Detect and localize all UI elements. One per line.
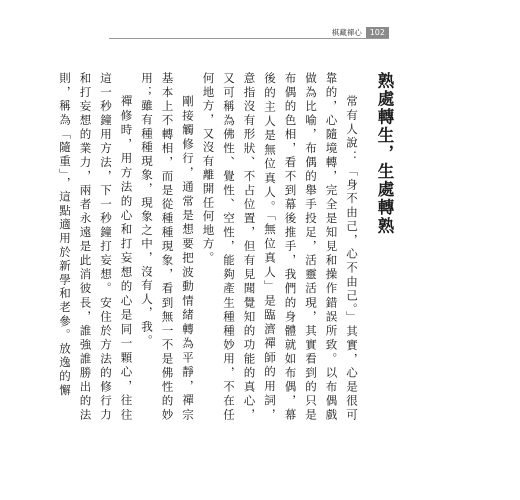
paragraph-1: 常有人說：「身不由己，心不由己。」其實，心是很可靠的，心隨境轉，完全是知見和操作錯誤所致。以布偶戲做為比喻，布偶的舉手投足，活靈活現，其實看到的只是布偶的色相，看不到幕後推手，我們的身體就如布偶，幕後的主人是無位真人。「無位真人」是臨濟禪師的用詞，意指沒有形狀、不占位置，但有見聞覺知的功能的真心，又可稱為佛性、覺性、空性，能夠產生種種妙用，不在任何地方，又沒有離開任何地方。 — [201, 72, 359, 422]
vertical-text-body — [58, 72, 395, 422]
book-title: 棋藏禪心 — [331, 28, 362, 37]
paragraph-3: 禪修時，用方法的心和打妄想的心是同一顆心，往往這一秒鐘用方法，下一秒鐘打妄想。安住於方法的修行力和打妄想的業力，兩者永遠是此消彼長，誰強誰勝出的法則，稱為「隨重」，這點適用於新學和老參。放逸的懈 — [58, 72, 134, 422]
section-heading: 熟處轉生，生處轉熟 — [375, 72, 394, 235]
header-divider — [109, 38, 389, 39]
page-header — [332, 27, 389, 38]
paragraph-2: 剛接觸修行，通常是想要把波動情緒轉為平靜，禪宗基本上不轉相，而是從種種現象，看到無一不是佛性的妙用；雖有種種現象，現象之中，沒有人，我。 — [140, 72, 195, 422]
page-number-badge: 102 — [366, 27, 389, 38]
